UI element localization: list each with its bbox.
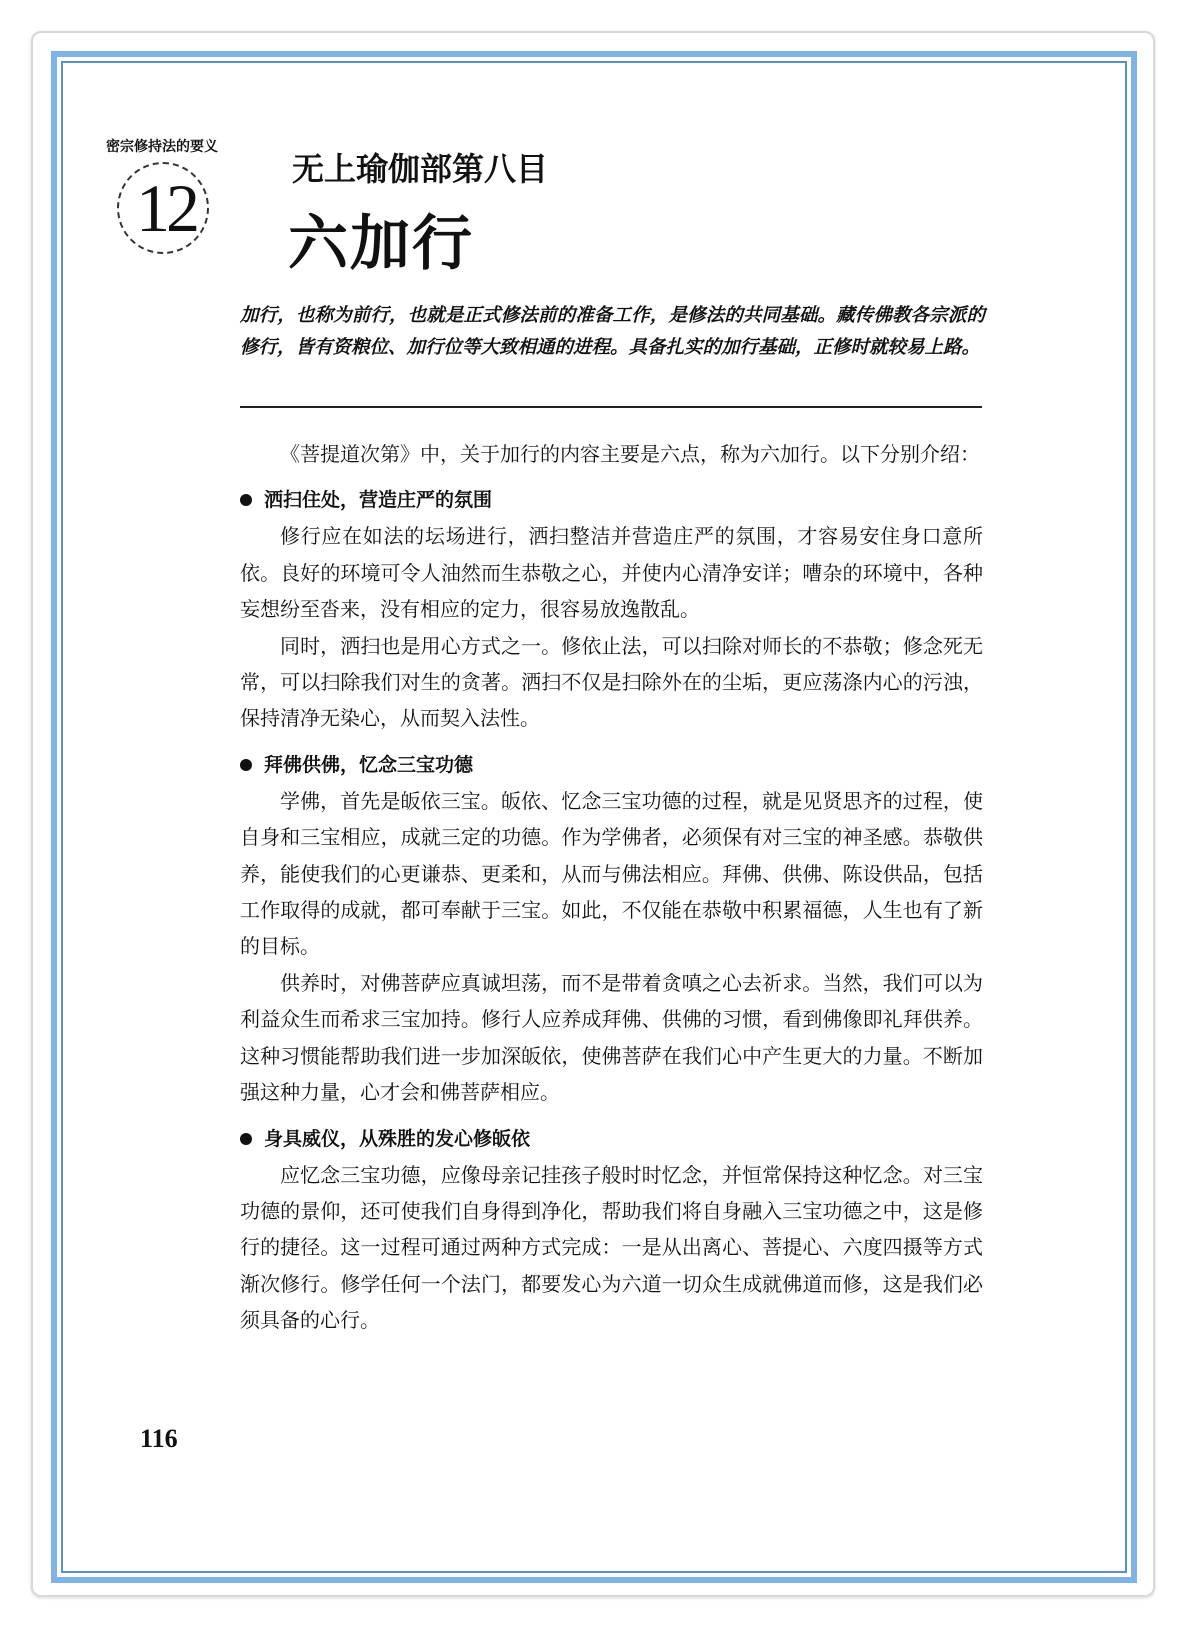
- section-heading-text: 身具威仪，从殊胜的发心修皈依: [264, 1127, 531, 1150]
- paragraph: 应忆念三宝功德，应像母亲记挂孩子般时时忆念，并恒常保持这种忆念。对三宝功德的景仰，还可使我们自身得到净化，帮助我们将自身融入三宝功德之中，这是修行的捷径。这一过程可通过两种方式完成：一是从出离心、菩提心、六度四摄等方式渐次修行。修学任何一个法门，都要发心为六道一切众生成就佛道而修，这是我们必须具备的心行。: [240, 1162, 983, 1333]
- section-heading: [240, 751, 983, 779]
- section-heading: [240, 1125, 983, 1153]
- chapter-subtitle: 无上瑜伽部第八目: [292, 150, 549, 188]
- paragraph: 学佛，首先是皈依三宝。皈依、忆念三宝功德的过程，就是见贤思齐的过程，使自身和三宝相应，成就三定的功德。作为学佛者，必须保有对三宝的神圣感。恭敬供养，能使我们的心更谦恭、更柔和，从而与佛法相应。拜佛、供佛、陈设供品，包括工作取得的成就，都可奉献于三宝。如此，不仅能在恭敬中积累福德，人生也有了新的目标。: [240, 788, 983, 959]
- abstract-divider: [240, 406, 982, 408]
- running-head: 密宗修持法的要义: [106, 139, 218, 155]
- chapter-title: 六加行: [288, 209, 474, 279]
- intro-paragraph: 《菩提道次第》中，关于加行的内容主要是六点，称为六加行。以下分别介绍：: [280, 442, 980, 466]
- paragraph: 供养时，对佛菩萨应真诚坦荡，而不是带着贪嗔之心去祈求。当然，我们可以为利益众生而希求三宝加持。修行人应养成拜佛、供佛的习惯，看到佛像即礼拜供养。这种习惯能帮助我们进一步加深皈依，使佛菩萨在我们心中产生更大的力量。不断加强这种力量，心才会和佛菩萨相应。: [240, 970, 983, 1105]
- bullet-icon: [240, 1133, 252, 1145]
- chapter-abstract: 加行，也称为前行，也就是正式修法前的准备工作，是修法的共同基础。藏传佛教各宗派的修行，皆有资粮位、加行位等大致相通的进程。具备扎实的加行基础，正修时就较易上路。: [240, 305, 985, 358]
- bullet-icon: [240, 759, 252, 771]
- bullet-icon: [240, 494, 252, 506]
- paragraph: 修行应在如法的坛场进行，洒扫整洁并营造庄严的氛围，才容易安住身口意所依。良好的环境可令人油然而生恭敬之心，并使内心清净安详；嘈杂的环境中，各种妄想纷至沓来，没有相应的定力，很容易放逸散乱。: [240, 524, 983, 622]
- body-text: [240, 436, 983, 1339]
- page-number: 116: [140, 1424, 178, 1453]
- chapter-number: 12: [136, 170, 196, 246]
- paragraph: 同时，洒扫也是用心方式之一。修依止法，可以扫除对师长的不恭敬；修念死无常，可以扫除我们对生的贪著。洒扫不仅是扫除外在的尘垢，更应荡涤内心的污浊，保持清净无染心，从而契入法性。: [240, 633, 983, 731]
- section-heading-text: 拜佛供佛，忆念三宝功德: [264, 753, 474, 776]
- section-heading: [240, 486, 983, 514]
- section-heading-text: 洒扫住处，营造庄严的氛围: [264, 489, 493, 512]
